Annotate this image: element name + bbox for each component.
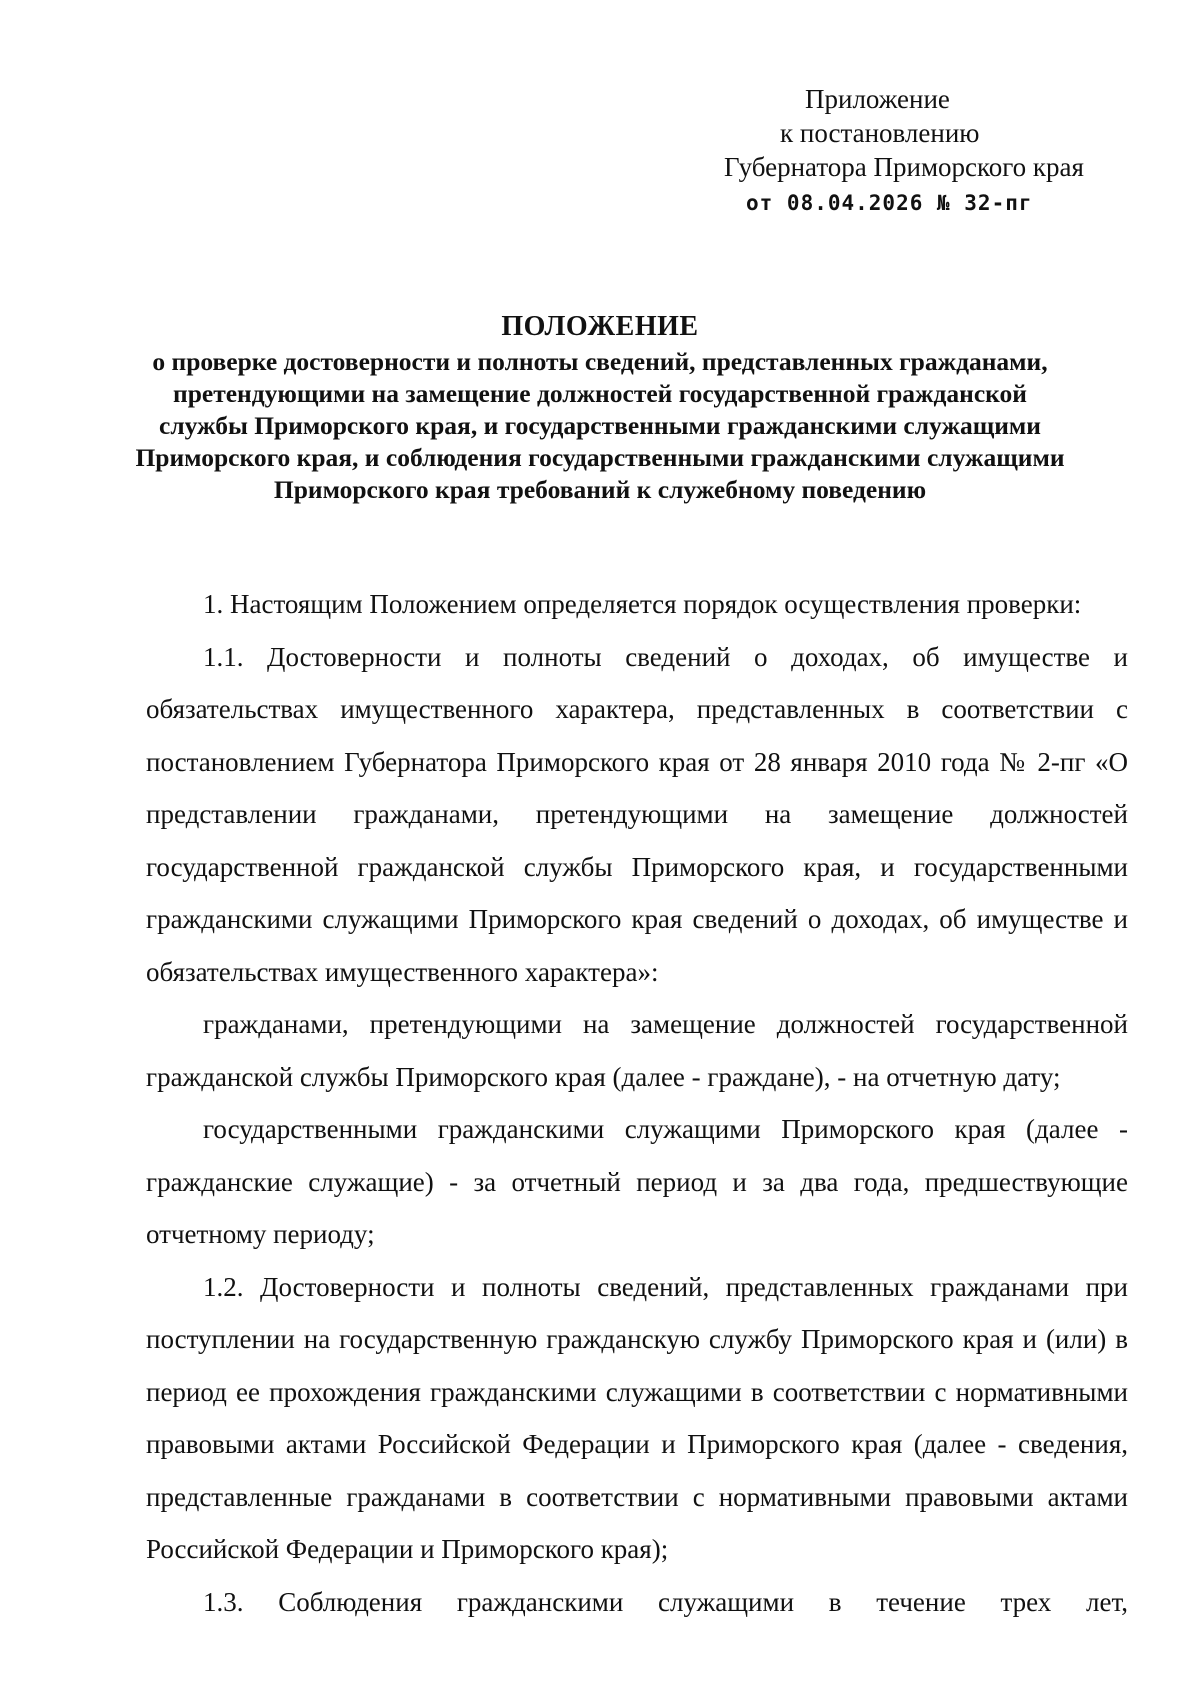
paragraph-1-3: 1.3. Соблюдения гражданскими служащими в течение трех лет, (203, 1586, 1128, 1617)
paragraph-citizens: гражданами, претендующими на замещение должностей государственной гражданской службы Приморского края (далее - граждане), - на отчетную дату; (146, 1009, 1128, 1092)
document-body (146, 578, 1128, 1628)
appendix-date-number: от 08.04.2026 № 32-пг (746, 191, 1033, 215)
appendix-line-3: Губернатора Приморского края (724, 152, 1084, 182)
document-subtitle: о проверке достоверности и полноты сведений, представленных гражданами, претендующими на замещение должностей государственной гражданской службы Приморского края, и государственными гражданскими служащими Приморского края, и соблюдения государственными гражданскими служащими Приморского края требований к служебному поведению (135, 347, 1065, 504)
document-title: ПОЛОЖЕНИЕ (501, 311, 699, 342)
appendix-line-1: Приложение (805, 84, 950, 114)
document-title-block (130, 310, 1070, 506)
paragraph-civil-servants: государственными гражданскими служащими Приморского края (далее - гражданские служащие) - за отчетный период и за два года, предшествующие отчетному периоду; (146, 1114, 1128, 1249)
paragraph-1-2: 1.2. Достоверности и полноты сведений, представленных гражданами при поступлении на государственную гражданскую службу Приморского края и (или) в период ее прохождения гражданскими служащими в соответствии с нормативными правовыми актами Российской Федерации и Приморского края (далее - сведения, представленные гражданами в соответствии с нормативными правовыми актами Российской Федерации и Приморского края); (146, 1271, 1128, 1564)
appendix-header (700, 82, 1140, 220)
paragraph-1: 1. Настоящим Положением определяется порядок осуществления проверки: (203, 589, 1082, 619)
paragraph-1-1: 1.1. Достоверности и полноты сведений о доходах, об имуществе и обязательствах имущественного характера, представленных в соответствии с постановлением Губернатора Приморского края от 28 января 2010 года № 2-пг «О представлении гражданами, претендующими на замещение должностей государственной гражданской службы Приморского края, и государственными гражданскими служащими Приморского края сведений о доходах, об имуществе и обязательствах имущественного характера»: (146, 641, 1128, 987)
appendix-line-2: к постановлению (780, 118, 980, 148)
